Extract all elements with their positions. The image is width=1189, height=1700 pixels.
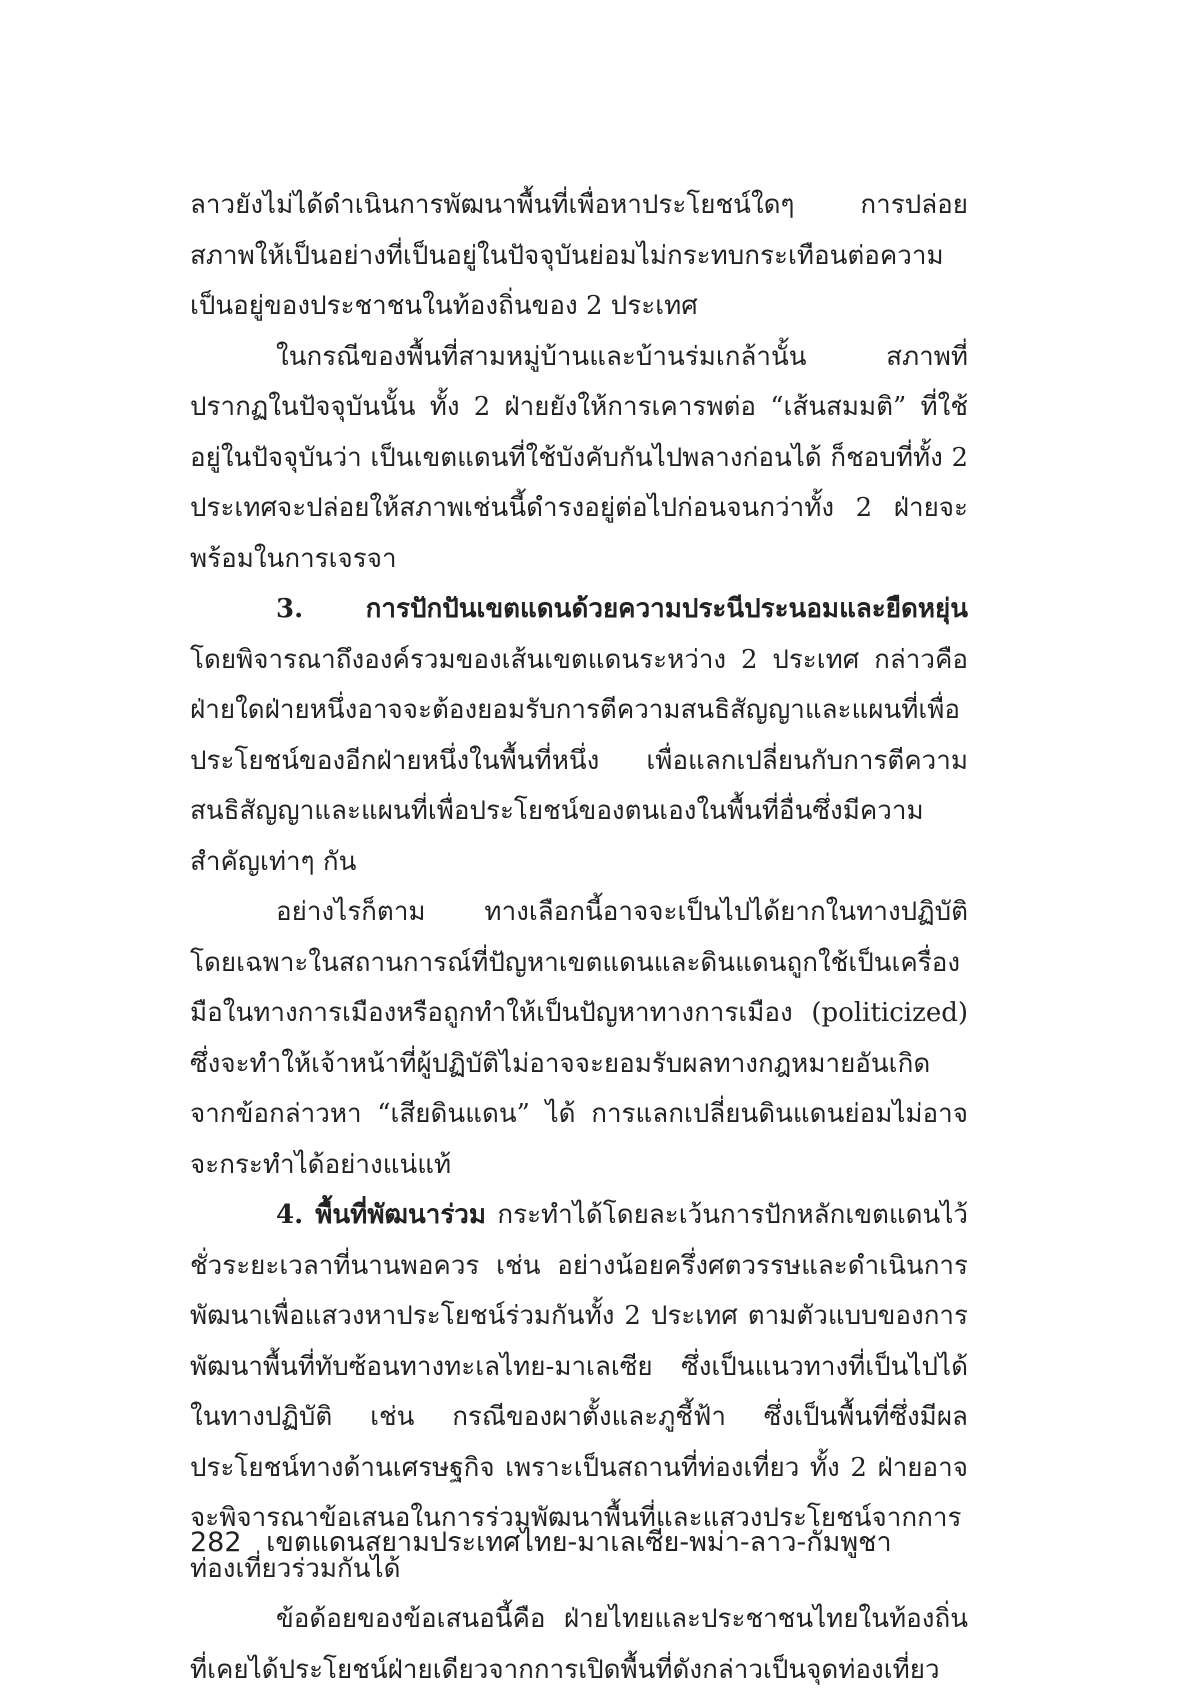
paragraph-6 (190, 1594, 968, 1695)
paragraph-1 (190, 180, 968, 332)
page-number: 282 (190, 1527, 242, 1558)
body-text (190, 180, 968, 1695)
section-heading-4: 4. พื้นที่พัฒนาร่วม (276, 1200, 487, 1230)
paragraph-2 (190, 332, 968, 585)
paragraph-text: กระทำได้โดยละเว้นการปักหลักเขตแดนไว้ชั่วระยะเวลาที่นานพอควร เช่น อย่างน้อยครึ่งศตวรรษและดำเนินการพัฒนาเพื่อแสวงหาประโยชน์ร่วมกันทั้ง 2 ประเทศ ตามตัวแบบของการพัฒนาพื้นที่ทับซ้อนทางทะเลไทย-มาเลเซีย ซึ่งเป็นแนวทางที่เป็นไปได้ในทางปฏิบัติ เช่น กรณีของผาตั้งและภูชี้ฟ้า ซึ่งเป็นพื้นที่ซึ่งมีผลประโยชน์ทางด้านเศรษฐกิจ เพราะเป็นสถานที่ท่องเที่ยว ทั้ง 2 ฝ่ายอาจจะพิจารณาข้อเสนอในการร่วมพัฒนาพื้นที่และแสวงประโยชน์จากการท่องเที่ยวร่วมกันได้ (190, 1200, 968, 1584)
paragraph-text: ข้อด้อยของข้อเสนอนี้คือ ฝ่ายไทยและประชาชนไทยในท้องถิ่นที่เคยได้ประโยชน์ฝ่ายเดียวจากการเปิดพื้นที่ดังกล่าวเป็นจุดท่องเที่ยว (190, 1604, 968, 1685)
page-footer (190, 1523, 1010, 1563)
paragraph-text: ลาวยังไม่ได้ดำเนินการพัฒนาพื้นที่เพื่อหาประโยชน์ใดๆ การปล่อยสภาพให้เป็นอย่างที่เป็นอยู่ในปัจจุบันย่อมไม่กระทบกระเทือนต่อความเป็นอยู่ของประชาชนในท้องถิ่นของ 2 ประเทศ (190, 190, 968, 321)
paragraph-text: ในกรณีของพื้นที่สามหมู่บ้านและบ้านร่มเกล้านั้น สภาพที่ปรากฏในปัจจุบันนั้น ทั้ง 2 ฝ่ายยังให้การเคารพต่อ “เส้นสมมติ” ที่ใช้อยู่ในปัจจุบันว่า เป็นเขตแดนที่ใช้บังคับกันไปพลางก่อนได้ ก็ชอบที่ทั้ง 2 ประเทศจะปล่อยให้สภาพเช่นนี้ดำรงอยู่ต่อไปก่อนจนกว่าทั้ง 2 ฝ่ายจะพร้อมในการเจรจา (190, 341, 968, 574)
paragraph-3 (190, 584, 968, 887)
paragraph-text: อย่างไรก็ตาม ทางเลือกนี้อาจจะเป็นไปได้ยากในทางปฏิบัติ โดยเฉพาะในสถานการณ์ที่ปัญหาเขตแดนและดินแดนถูกใช้เป็นเครื่องมือในทางการเมืองหรือถูกทำให้เป็นปัญหาทางการเมือง (politicized) ซึ่งจะทำให้เจ้าหน้าที่ผู้ปฏิบัติไม่อาจจะยอมรับผลทางกฎหมายอันเกิดจากข้อกล่าวหา “เสียดินแดน” ได้ การแลกเปลี่ยนดินแดนย่อมไม่อาจจะกระทำได้อย่างแน่แท้ (190, 897, 968, 1180)
paragraph-4 (190, 887, 968, 1190)
paragraph-text: โดยพิจารณาถึงองค์รวมของเส้นเขตแดนระหว่าง 2 ประเทศ กล่าวคือ ฝ่ายใดฝ่ายหนึ่งอาจจะต้องยอมรับการตีความสนธิสัญญาและแผนที่เพื่อประโยชน์ของอีกฝ่ายหนึ่งในพื้นที่หนึ่ง เพื่อแลกเปลี่ยนกับการตีความสนธิสัญญาและแผนที่เพื่อประโยชน์ของตนเองในพื้นที่อื่นซึ่งมีความสำคัญเท่าๆ กัน (190, 644, 968, 877)
section-heading-3: 3. การปักปันเขตแดนด้วยความประนีประนอมและยืดหยุ่น (276, 594, 968, 624)
running-title: เขตแดนสยามประเทศไทย-มาเลเซีย-พม่า-ลาว-กัมพูชา (266, 1527, 892, 1558)
